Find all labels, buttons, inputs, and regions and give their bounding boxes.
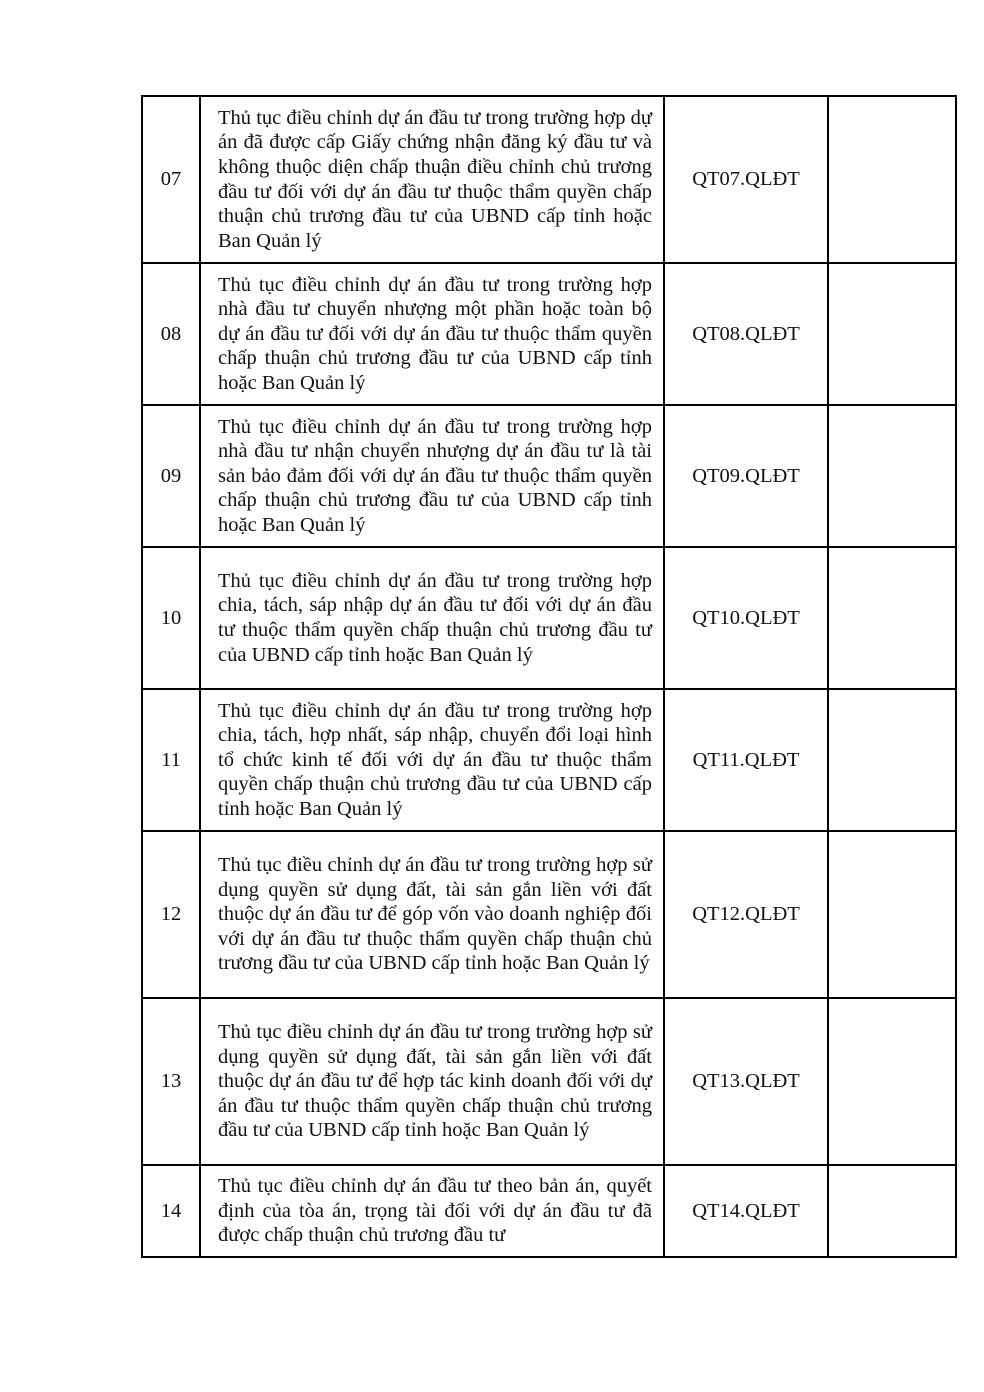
procedure-code: QT07.QLĐT (664, 96, 828, 263)
row-number: 10 (142, 547, 200, 689)
procedure-name: Thủ tục điều chỉnh dự án đầu tư theo bản án, quyết định của tòa án, trọng tài đối với dự án đầu tư đã được chấp thuận chủ trương đầu tư (200, 1165, 664, 1257)
procedure-name: Thủ tục điều chỉnh dự án đầu tư trong trường hợp sử dụng quyền sử dụng đất, tài sản gắn liền với đất thuộc dự án đầu tư để góp vốn vào doanh nghiệp đối với dự án đầu tư thuộc thẩm quyền chấp thuận chủ trương đầu tư của UBND cấp tỉnh hoặc Ban Quản lý (200, 831, 664, 998)
row-number: 12 (142, 831, 200, 998)
procedure-table (141, 95, 957, 1258)
table-row (142, 998, 956, 1165)
procedure-name: Thủ tục điều chỉnh dự án đầu tư trong trường hợp nhà đầu tư nhận chuyển nhượng dự án đầu tư là tài sản bảo đảm đối với dự án đầu tư thuộc thẩm quyền chấp thuận chủ trương đầu tư của UBND cấp tỉnh hoặc Ban Quản lý (200, 405, 664, 547)
row-number: 07 (142, 96, 200, 263)
procedure-code: QT11.QLĐT (664, 689, 828, 831)
note-cell (828, 689, 956, 831)
procedure-code: QT13.QLĐT (664, 998, 828, 1165)
row-number: 14 (142, 1165, 200, 1257)
table-row (142, 405, 956, 547)
procedure-name: Thủ tục điều chỉnh dự án đầu tư trong trường hợp sử dụng quyền sử dụng đất, tài sản gắn liền với đất thuộc dự án đầu tư để hợp tác kinh doanh đối với dự án đầu tư thuộc thẩm quyền chấp thuận chủ trương đầu tư của UBND cấp tỉnh hoặc Ban Quản lý (200, 998, 664, 1165)
procedure-code: QT09.QLĐT (664, 405, 828, 547)
row-number: 13 (142, 998, 200, 1165)
note-cell (828, 1165, 956, 1257)
procedure-code: QT10.QLĐT (664, 547, 828, 689)
row-number: 08 (142, 263, 200, 405)
procedure-name: Thủ tục điều chỉnh dự án đầu tư trong trường hợp chia, tách, hợp nhất, sáp nhập, chuyển đổi loại hình tổ chức kinh tế đối với dự án đầu tư thuộc thẩm quyền chấp thuận chủ trương đầu tư của UBND cấp tỉnh hoặc Ban Quản lý (200, 689, 664, 831)
procedure-name: Thủ tục điều chỉnh dự án đầu tư trong trường hợp dự án đã được cấp Giấy chứng nhận đăng ký đầu tư và không thuộc diện chấp thuận điều chỉnh chủ trương đầu tư đối với dự án đầu tư thuộc thẩm quyền chấp thuận chủ trương đầu tư của UBND cấp tỉnh hoặc Ban Quản lý (200, 96, 664, 263)
note-cell (828, 405, 956, 547)
procedure-code: QT12.QLĐT (664, 831, 828, 998)
row-number: 09 (142, 405, 200, 547)
procedure-name: Thủ tục điều chỉnh dự án đầu tư trong trường hợp chia, tách, sáp nhập dự án đầu tư đối với dự án đầu tư thuộc thẩm quyền chấp thuận chủ trương đầu tư của UBND cấp tỉnh hoặc Ban Quản lý (200, 547, 664, 689)
procedure-code: QT08.QLĐT (664, 263, 828, 405)
table-row (142, 263, 956, 405)
note-cell (828, 998, 956, 1165)
table-row (142, 96, 956, 263)
note-cell (828, 547, 956, 689)
procedure-name: Thủ tục điều chỉnh dự án đầu tư trong trường hợp nhà đầu tư chuyển nhượng một phần hoặc toàn bộ dự án đầu tư đối với dự án đầu tư thuộc thẩm quyền chấp thuận chủ trương đầu tư của UBND cấp tỉnh hoặc Ban Quản lý (200, 263, 664, 405)
table-row (142, 689, 956, 831)
table-row (142, 831, 956, 998)
table-row (142, 547, 956, 689)
procedure-code: QT14.QLĐT (664, 1165, 828, 1257)
table-row (142, 1165, 956, 1257)
row-number: 11 (142, 689, 200, 831)
note-cell (828, 831, 956, 998)
note-cell (828, 263, 956, 405)
note-cell (828, 96, 956, 263)
